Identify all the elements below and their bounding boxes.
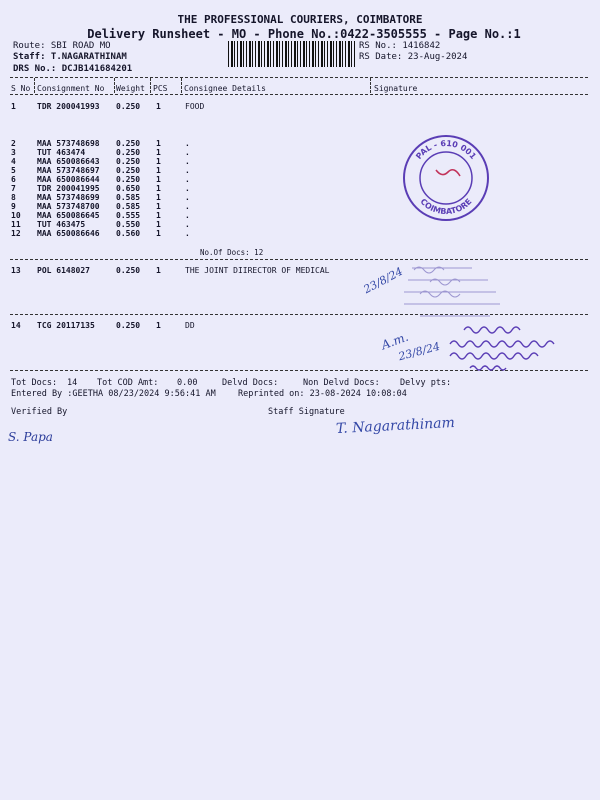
row-consignment: MAA 650086645 bbox=[37, 211, 100, 220]
tot-cod-value: 0.00 bbox=[177, 378, 198, 388]
col-header-consignment: Consignment No bbox=[37, 84, 105, 93]
row-weight: 0.250 bbox=[116, 157, 141, 166]
table-top-rule bbox=[10, 77, 588, 78]
table-row bbox=[0, 102, 600, 111]
table-row bbox=[0, 184, 600, 193]
col-header-sno: S No bbox=[11, 84, 31, 93]
row-details: . bbox=[185, 202, 190, 211]
row-pcs: 1 bbox=[156, 184, 161, 193]
runsheet-subtitle: Delivery Runsheet - MO - Phone No.:0422-3505555 - Page No.:1 bbox=[87, 27, 521, 41]
office-stamp-image bbox=[360, 258, 560, 322]
col-header-weight: Weight bbox=[116, 84, 145, 93]
row-sno: 12 bbox=[11, 229, 21, 238]
col-divider bbox=[150, 78, 151, 93]
row-sno: 11 bbox=[11, 220, 21, 229]
row-pcs: 1 bbox=[156, 266, 161, 275]
row-weight: 0.555 bbox=[116, 211, 141, 220]
table-row bbox=[0, 211, 600, 220]
row-consignment: TUT 463475 bbox=[37, 220, 86, 229]
row-sno: 13 bbox=[11, 266, 21, 275]
row-consignment: MAA 573748700 bbox=[37, 202, 100, 211]
row-weight: 0.250 bbox=[116, 266, 141, 275]
row-details: . bbox=[185, 193, 190, 202]
staff-signature-label: Staff Signature bbox=[268, 407, 345, 417]
row-pcs: 1 bbox=[156, 220, 161, 229]
row-consignment: MAA 650086643 bbox=[37, 157, 100, 166]
tot-docs-value: 14 bbox=[67, 378, 78, 388]
row-weight: 0.250 bbox=[116, 166, 141, 175]
handwritten-mark: A.m. bbox=[379, 329, 411, 353]
row-weight: 0.250 bbox=[116, 139, 141, 148]
row-details: . bbox=[185, 184, 190, 193]
row-pcs: 1 bbox=[156, 321, 161, 330]
row-details: . bbox=[185, 148, 190, 157]
department-stamp-image bbox=[440, 322, 590, 374]
row-consignment: MAA 573748697 bbox=[37, 166, 100, 175]
table-row bbox=[0, 202, 600, 211]
stamp-bottom-text: COIMBATORE bbox=[418, 196, 474, 217]
row-sno: 8 bbox=[11, 193, 16, 202]
col-divider bbox=[34, 78, 35, 93]
col-header-signature: Signature bbox=[374, 84, 418, 93]
row-consignment: MAA 573748699 bbox=[37, 193, 100, 202]
row-details: . bbox=[185, 229, 190, 238]
row-sno: 4 bbox=[11, 157, 16, 166]
table-row bbox=[0, 157, 600, 166]
table-row bbox=[0, 166, 600, 175]
table-row bbox=[0, 148, 600, 157]
row-details: . bbox=[185, 175, 190, 184]
row-details: THE JOINT DIIRECTOR OF MEDICAL bbox=[185, 266, 330, 275]
row-weight: 0.585 bbox=[116, 193, 141, 202]
row-pcs: 1 bbox=[156, 202, 161, 211]
entered-by: Entered By :GEETHA 08/23/2024 9:56:41 AM bbox=[11, 389, 216, 399]
row-consignment: MAA 650086646 bbox=[37, 229, 100, 238]
row-consignment: TDR 200041995 bbox=[37, 184, 100, 193]
col-divider bbox=[181, 78, 182, 93]
verifier-signature: S. Papa bbox=[8, 430, 53, 444]
row-weight: 0.250 bbox=[116, 175, 141, 184]
row-consignment: MAA 650086644 bbox=[37, 175, 100, 184]
row-sno: 3 bbox=[11, 148, 16, 157]
row-consignment: MAA 573748698 bbox=[37, 139, 100, 148]
staff-signature: T. Nagarathinam bbox=[335, 414, 456, 438]
rs-date: RS Date: 23-Aug-2024 bbox=[359, 52, 468, 62]
drs-number: DRS No.: DCJB141684201 bbox=[13, 64, 133, 74]
row-consignment: TUT 463474 bbox=[37, 148, 86, 157]
row-details: DD bbox=[185, 321, 195, 330]
table-row bbox=[0, 175, 600, 184]
row-sno: 7 bbox=[11, 184, 16, 193]
row-pcs: 1 bbox=[156, 175, 161, 184]
rs-number: RS No.: 1416842 bbox=[359, 41, 441, 51]
row-pcs: 1 bbox=[156, 166, 161, 175]
row-consignment: POL 6148027 bbox=[37, 266, 90, 275]
row-weight: 0.250 bbox=[116, 321, 141, 330]
row-consignment: TDR 200041993 bbox=[37, 102, 100, 111]
row-weight: 0.250 bbox=[116, 102, 141, 111]
row-pcs: 1 bbox=[156, 229, 161, 238]
row-details: . bbox=[185, 166, 190, 175]
table-row bbox=[0, 238, 600, 247]
row-sno: 10 bbox=[11, 211, 21, 220]
docs-count-note: No.Of Docs: 12 bbox=[200, 248, 264, 257]
row-weight: 0.250 bbox=[116, 148, 141, 157]
table-row bbox=[0, 229, 600, 238]
row-sno: 6 bbox=[11, 175, 16, 184]
barcode-image bbox=[228, 41, 356, 67]
round-stamp-image bbox=[398, 128, 494, 224]
staff-label: Staff: T.NAGARATHINAM bbox=[13, 52, 127, 62]
svg-text:COIMBATORE bbox=[418, 197, 473, 216]
row-sno: 5 bbox=[11, 166, 16, 175]
row-weight: 0.550 bbox=[116, 220, 141, 229]
non-delvd-docs-label: Non Delvd Docs: bbox=[303, 378, 380, 388]
row-pcs: 1 bbox=[156, 102, 161, 111]
row-consignment: TCG 20117135 bbox=[37, 321, 95, 330]
col-header-pcs: PCS bbox=[153, 84, 168, 93]
route-label: Route: SBI ROAD MO bbox=[13, 41, 111, 51]
col-header-consignee: Consignee Details bbox=[184, 84, 266, 93]
table-row bbox=[0, 193, 600, 202]
row-weight: 0.650 bbox=[116, 184, 141, 193]
tot-docs-label: Tot Docs: bbox=[11, 378, 58, 388]
delvy-pts-label: Delvy pts: bbox=[400, 378, 452, 388]
row-details: . bbox=[185, 139, 190, 148]
row-details: FOOD bbox=[185, 102, 205, 111]
row-details: . bbox=[185, 157, 190, 166]
row-pcs: 1 bbox=[156, 139, 161, 148]
row-weight: 0.560 bbox=[116, 229, 141, 238]
handwritten-date-1: 23/8/24 bbox=[361, 264, 405, 297]
delvd-docs-label: Delvd Docs: bbox=[222, 378, 279, 388]
row-pcs: 1 bbox=[156, 193, 161, 202]
row-sno: 2 bbox=[11, 139, 16, 148]
row-details: . bbox=[185, 220, 190, 229]
row-sno: 1 bbox=[11, 102, 16, 111]
handwritten-date-2: 23/8/24 bbox=[397, 339, 442, 364]
verified-by-label: Verified By bbox=[11, 407, 68, 417]
table-header-rule bbox=[10, 94, 588, 95]
col-divider bbox=[114, 78, 115, 93]
row-sno: 14 bbox=[11, 321, 21, 330]
table-row bbox=[0, 220, 600, 229]
table-row bbox=[0, 139, 600, 148]
row-sno: 9 bbox=[11, 202, 16, 211]
reprinted-on: Reprinted on: 23-08-2024 10:08:04 bbox=[238, 389, 407, 399]
col-divider bbox=[370, 78, 371, 93]
row-pcs: 1 bbox=[156, 148, 161, 157]
tot-cod-label: Tot COD Amt: bbox=[97, 378, 159, 388]
row-pcs: 1 bbox=[156, 211, 161, 220]
row-weight: 0.585 bbox=[116, 202, 141, 211]
row-details: . bbox=[185, 211, 190, 220]
stamp-top-text: PAL - 610 001 bbox=[414, 138, 478, 161]
company-name: THE PROFESSIONAL COURIERS, COIMBATORE bbox=[177, 13, 423, 26]
row-pcs: 1 bbox=[156, 157, 161, 166]
